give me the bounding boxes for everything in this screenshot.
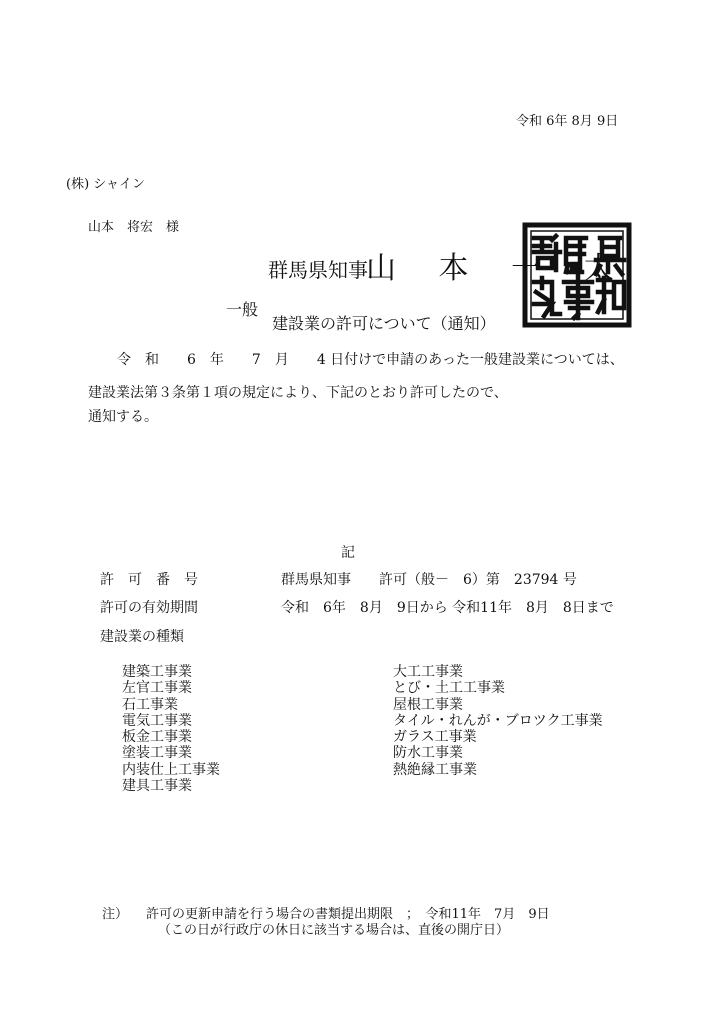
list-item: 屋根工事業: [393, 696, 463, 713]
note-line-1: 許可の更新申請を行う場合の書類提出期限 ； 令和11年 7月 9日: [146, 907, 550, 922]
list-item: 建具工事業: [122, 778, 192, 795]
list-item: 防水工事業: [393, 745, 463, 762]
official-seal: [522, 222, 632, 328]
note-label: 注）: [102, 907, 129, 922]
list-item: 内装仕上工事業: [122, 761, 220, 778]
list-item: 石工事業: [122, 696, 178, 713]
note-line-2: （この日が行政庁の休日に該当する場合は、直後の開庁日）: [158, 923, 510, 938]
body-line-3: 通知する。: [88, 409, 158, 425]
issue-date: 令和 6年 8月 9日: [516, 114, 619, 129]
business-type-label: 建設業の種類: [100, 629, 184, 645]
list-item: 塗装工事業: [122, 745, 192, 762]
permit-number-label: 許 可 番 号: [100, 572, 198, 588]
recipient-company: (株) シャイン: [66, 177, 146, 192]
list-item: 板金工事業: [122, 729, 192, 746]
recipient-person: 山本 将宏 様: [88, 220, 180, 235]
body-line-1: 令 和 6 年 7 月 4 日付けで申請のあった一般建設業については、: [117, 352, 624, 368]
subject-title: 建設業の許可について（通知）: [272, 314, 496, 333]
ki-heading: 記: [341, 545, 355, 561]
sender-title: 群馬県知事: [268, 258, 368, 282]
list-item: 電気工事業: [122, 712, 192, 729]
body-line-2: 建設業法第３条第１項の規定により、下記のとおり許可したので、: [88, 385, 508, 401]
validity-period-label: 許可の有効期間: [100, 600, 198, 616]
subject-marginal-note: 一般: [226, 300, 259, 319]
list-item: 大工工事業: [393, 664, 463, 680]
list-item: とび・土工工事業: [393, 680, 505, 697]
validity-period-value: 令和 6年 8月 9日から 令和11年 8月 8日まで: [281, 600, 614, 616]
list-item: 熱絶縁工事業: [393, 761, 477, 778]
list-item: 左官工事業: [122, 680, 192, 697]
business-types-left: [122, 664, 220, 794]
business-types-right: [393, 664, 603, 778]
list-item: ガラス工事業: [393, 729, 477, 746]
list-item: タイル・れんが・ブロツク工事業: [393, 712, 603, 729]
list-item: 建築工事業: [122, 664, 192, 680]
sender-name: 山 本 一 太: [366, 251, 631, 286]
permit-number-value: 群馬県知事 許可（般－ 6）第 23794 号: [281, 572, 577, 588]
